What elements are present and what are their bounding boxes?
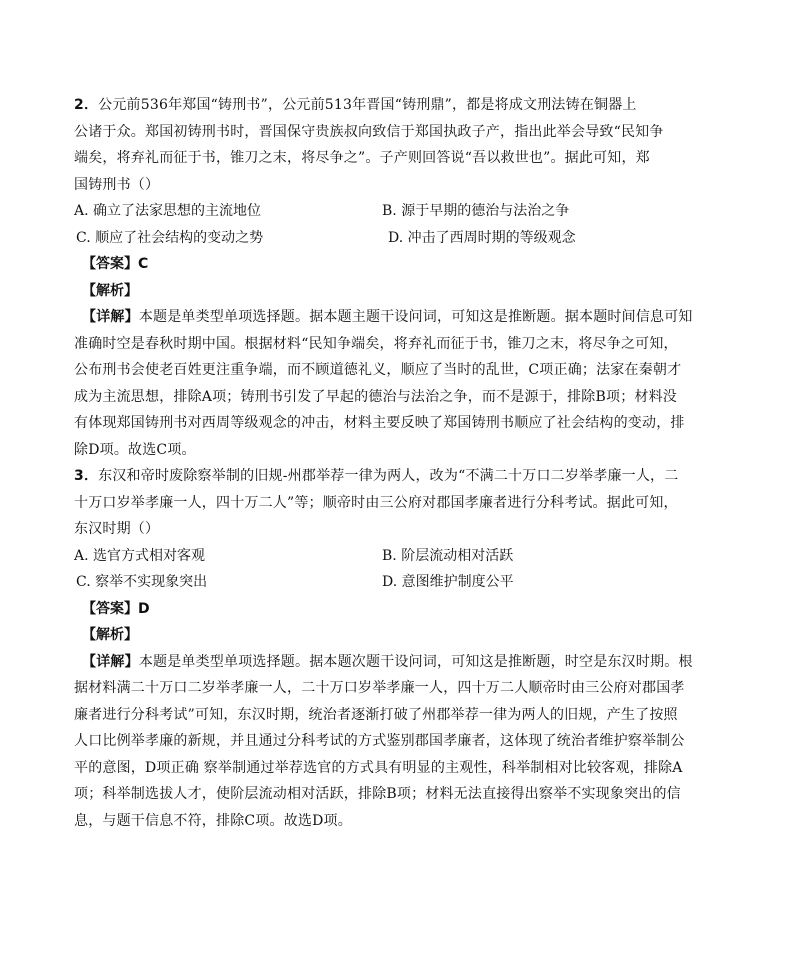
detail-line: 廉者进行分科考试”可知，东汉时期，统治者逐渐打破了州郡举荐一律为两人的旧规，产生了按照 — [74, 706, 678, 723]
detail-line: 息，与题干信息不符，排除C项。故选D项。 — [74, 812, 352, 829]
question-stem-line: 国铸刑书（） — [74, 176, 160, 193]
analysis-tag: 【解析】 — [82, 282, 138, 299]
document-page — [74, 92, 714, 834]
detail-line: 公布刑书会使老百姓更注重争端，而不顾道德礼义，顺应了当时的乱世，C项正确；法家在秦朝才 — [74, 362, 682, 378]
question-stem-line: 3．东汉和帝时废除察举制的旧规-州郡举荐一律为两人，改为“不满二十万口二岁举孝廉一人，二 — [74, 468, 679, 484]
answer-value: C — [138, 256, 149, 272]
option-d: D. 冲击了西周时期的等级观念 — [388, 229, 576, 246]
detail-line: 准确时空是春秋时期中国。根据材料“民知争端矣，将弃礼而征于书，锥刀之末，将尽争之可知， — [74, 335, 678, 352]
answer-line — [74, 596, 714, 623]
question-number: 2． — [74, 97, 99, 113]
answer-tag: 【答案】 — [82, 256, 138, 272]
detail-line: 成为主流思想，排除A项；铸刑书引发了早起的德治与法治之争，而不是源于，排除B项；材料没 — [74, 388, 677, 405]
option-a: A. 选官方式相对客观 — [74, 547, 206, 564]
option-c: C. 察举不实现象突出 — [76, 574, 208, 590]
detail-tag: 【详解】 — [82, 309, 139, 325]
options-row — [74, 225, 714, 252]
analysis-tag: 【解析】 — [82, 627, 138, 643]
detail-tag: 【详解】 — [82, 653, 139, 670]
question-stem-line: 东汉时期（） — [74, 521, 160, 537]
options-row — [74, 198, 714, 225]
options-row — [74, 543, 714, 570]
option-b: B. 源于早期的德治与法治之争 — [382, 203, 570, 219]
detail-line: 人口比例举孝廉的新规，并且通过分科考试的方式鉴别郡国孝廉者，这体现了统治者维护察举制公 — [74, 733, 685, 749]
option-c: C. 顺应了社会结构的变动之势 — [76, 229, 264, 246]
question-number: 3． — [74, 468, 99, 484]
detail-line: 据材料满二十万口二岁举孝廉一人，二十万口岁举孝廉一人，四十万二人顺帝时由三公府对郡国孝 — [74, 680, 685, 696]
question-stem-line: 2．公元前536年郑国“铸刑书”，公元前513年晋国“铸刑鼎”，都是将成文刑法铸在铜器上 — [74, 97, 637, 113]
detail-line: 除D项。故选C项。 — [74, 441, 196, 458]
question-stem-line: 公诸于众。郑国初铸刑书时，晋国保守贵族叔向致信于郑国执政子产，指出此举会导致“民知争 — [74, 123, 664, 140]
option-d: D. 意图维护制度公平 — [382, 574, 514, 590]
answer-tag: 【答案】 — [82, 600, 138, 617]
detail-line: 有体现郑国铸刑书对西周等级观念的冲击，材料主要反映了郑国铸刑书顺应了社会结构的变动，排 — [74, 415, 685, 431]
option-a: A. 确立了法家思想的主流地位 — [74, 203, 262, 219]
detail-line: 项；科举制选拔人才，使阶层流动相对活跃，排除B项；材料无法直接得出察举不实现象突出的信 — [74, 786, 681, 802]
answer-line — [74, 251, 714, 278]
option-b: B. 阶层流动相对活跃 — [382, 547, 514, 564]
detail-line: 平的意图，D项正确 察举制通过举荐选官的方式具有明显的主观性，科举制相对比较客观，排除A — [74, 759, 683, 776]
detail-line: 【详解】本题是单类型单项选择题。据本题主题干设问词，可知这是推断题。据本题时间信息可知 — [82, 309, 693, 325]
options-row — [74, 569, 714, 596]
answer-value: D — [138, 600, 150, 617]
question-3 — [74, 463, 714, 834]
question-stem-line: 端矣，将弃礼而征于书，锥刀之末，将尽争之”。子产则回答说“吾以救世也”。据此可知，郑 — [74, 150, 650, 166]
detail-line: 【详解】本题是单类型单项选择题。据本题次题干设问词，可知这是推断题，时空是东汉时期。根 — [82, 653, 693, 670]
question-stem-line: 十万口岁举孝廉一人，四十万二人”等；顺帝时由三公府对郡国孝廉者进行分科考试。据此可知， — [74, 494, 678, 511]
question-2 — [74, 92, 714, 463]
